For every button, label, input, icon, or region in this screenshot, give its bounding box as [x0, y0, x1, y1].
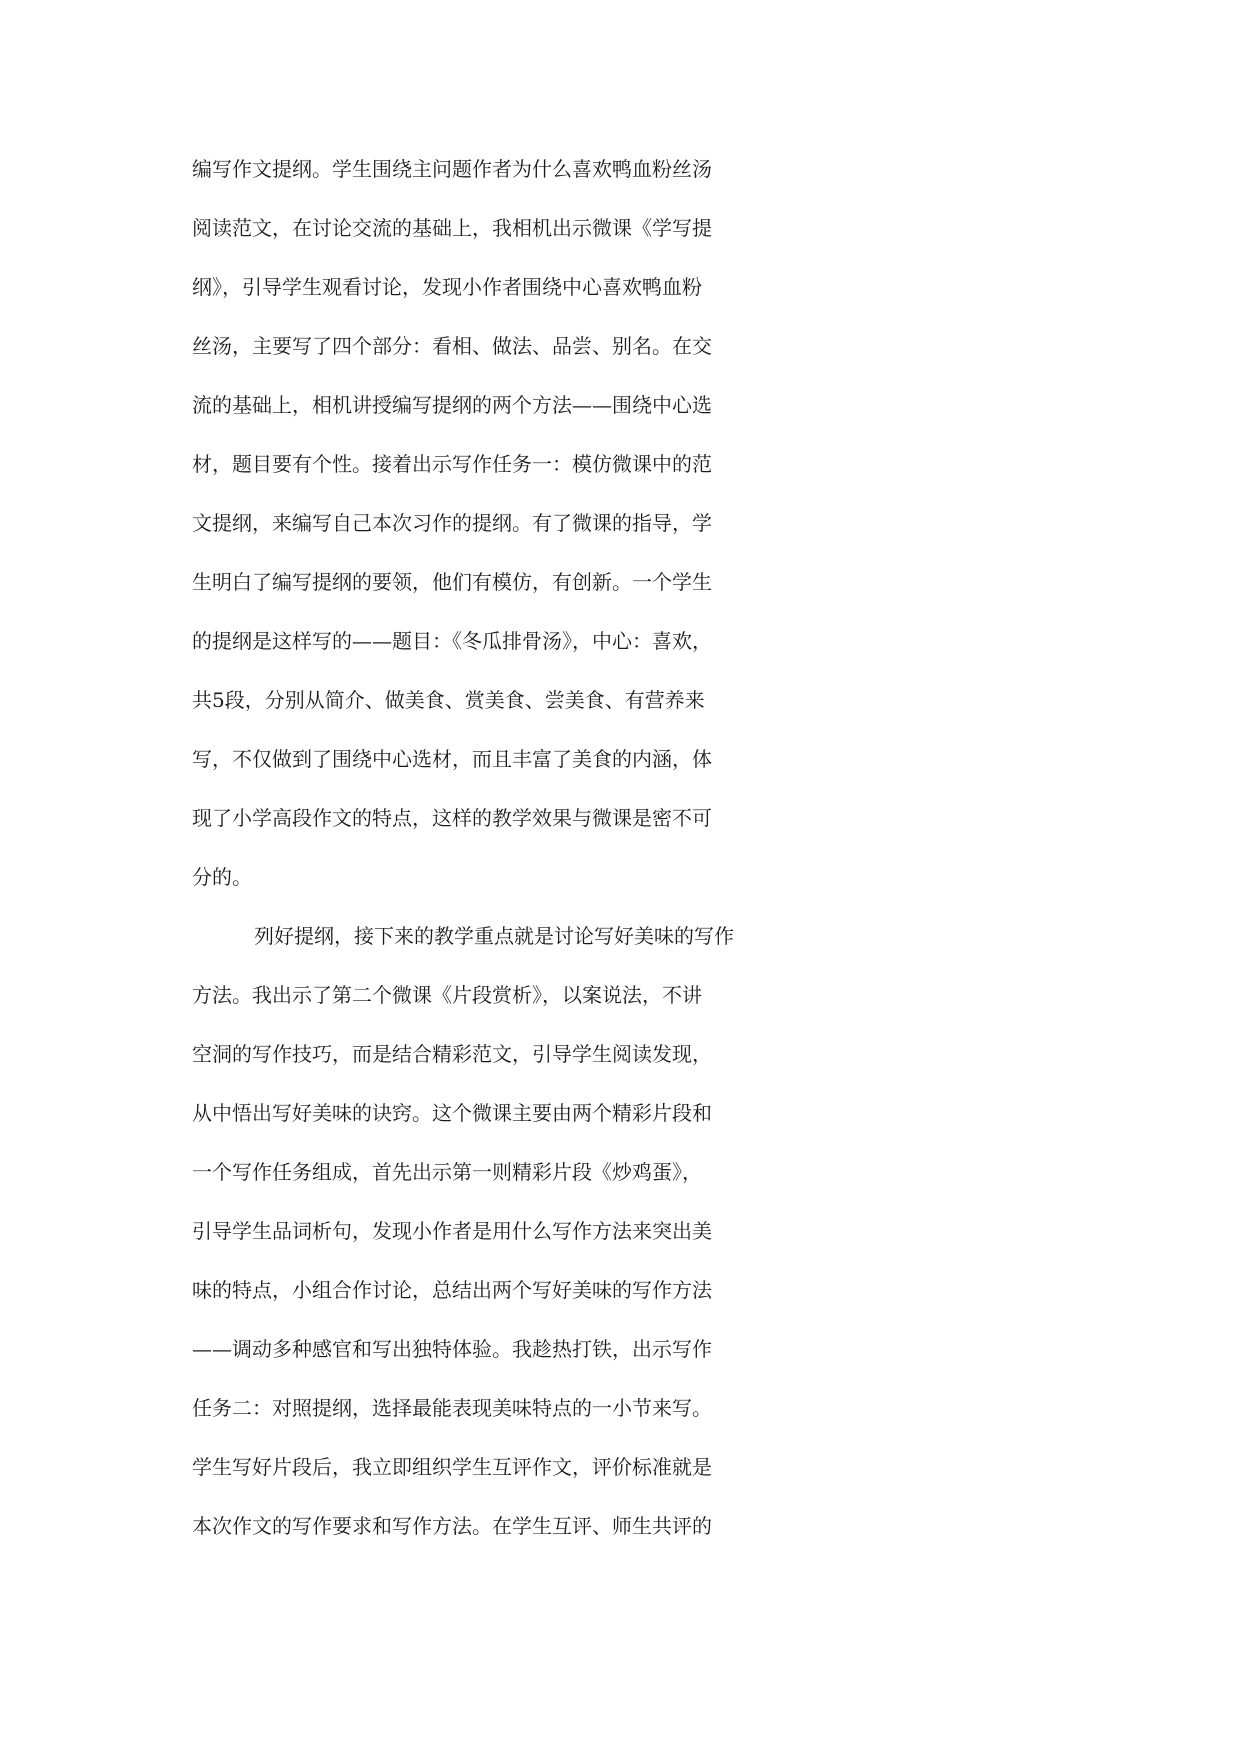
text-line: 味的特点，小组合作讨论，总结出两个写好美味的写作方法 — [192, 1278, 712, 1302]
text-line: 文提纲，来编写自己本次习作的提纲。有了微课的指导，学 — [192, 511, 712, 535]
text-line: 阅读范文，在讨论交流的基础上，我相机出示微课《学写提 — [192, 216, 712, 240]
text-line: ——调动多种感官和写出独特体验。我趁热打铁，出示写作 — [192, 1337, 712, 1361]
text-line: 共5段，分别从简介、做美食、赏美食、尝美食、有营养来 — [192, 688, 705, 712]
text-line: 纲》，引导学生观看讨论，发现小作者围绕中心喜欢鸭血粉 — [192, 275, 702, 299]
text-line: 现了小学高段作文的特点，这样的教学效果与微课是密不可 — [192, 806, 712, 830]
text-line: 学生写好片段后，我立即组织学生互评作文，评价标准就是 — [192, 1455, 712, 1479]
text-line: 一个写作任务组成，首先出示第一则精彩片段《炒鸡蛋》， — [192, 1160, 702, 1184]
text-line: 引导学生品词析句，发现小作者是用什么写作方法来突出美 — [192, 1219, 712, 1243]
text-line: 生明白了编写提纲的要领，他们有模仿，有创新。一个学生 — [192, 570, 712, 594]
text-line: 材，题目要有个性。接着出示写作任务一：模仿微课中的范 — [192, 452, 712, 476]
text-line: 丝汤，主要写了四个部分：看相、做法、品尝、别名。在交 — [192, 334, 712, 358]
paragraph-first-line: 列好提纲，接下来的教学重点就是讨论写好美味的写作 — [254, 924, 734, 948]
text-line: 任务二：对照提纲，选择最能表现美味特点的一小节来写。 — [192, 1396, 712, 1420]
text-line: 从中悟出写好美味的诀窍。这个微课主要由两个精彩片段和 — [192, 1101, 712, 1125]
text-line: 分的。 — [192, 865, 252, 889]
text-line: 编写作文提纲。学生围绕主问题作者为什么喜欢鸭血粉丝汤 — [192, 157, 712, 181]
text-line: 方法。我出示了第二个微课《片段赏析》，以案说法，不讲 — [192, 983, 702, 1007]
text-line: 流的基础上，相机讲授编写提纲的两个方法——围绕中心选 — [192, 393, 712, 417]
text-line: 本次作文的写作要求和写作方法。在学生互评、师生共评的 — [192, 1514, 712, 1538]
text-line: 的提纲是这样写的——题目：《冬瓜排骨汤》，中心：喜欢， — [192, 629, 712, 653]
text-line: 空洞的写作技巧，而是结合精彩范文，引导学生阅读发现， — [192, 1042, 712, 1066]
text-line: 写，不仅做到了围绕中心选材，而且丰富了美食的内涵，体 — [192, 747, 712, 771]
